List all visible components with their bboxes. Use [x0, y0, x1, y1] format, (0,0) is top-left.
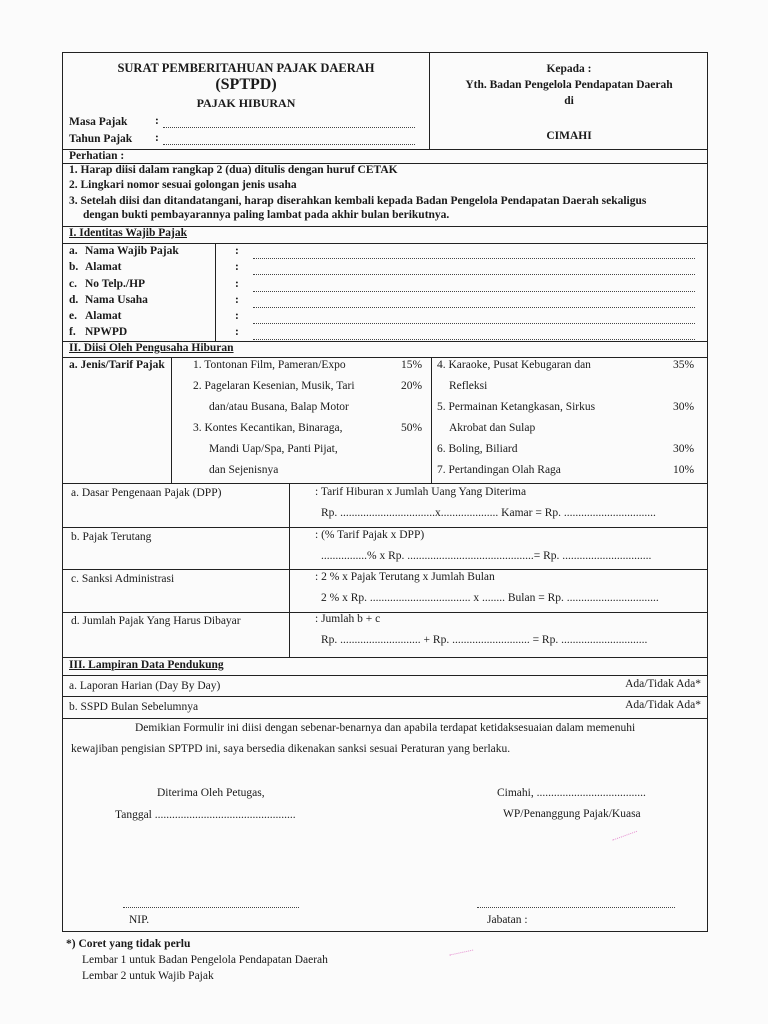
- tarif-line-cont: Akrobat dan Sulap: [449, 422, 536, 434]
- jumlah-field[interactable]: Rp. ............................ + Rp. ........................... = Rp. ..............................: [321, 634, 648, 646]
- nip-label: NIP.: [129, 914, 150, 926]
- petugas-signature-line[interactable]: [123, 907, 299, 908]
- cimahi-date-field[interactable]: Cimahi, ......................................: [497, 787, 646, 799]
- perhatian-item: 1. Harap diisi dalam rangkap 2 (dua) ditulis dengan huruf CETAK: [69, 164, 398, 176]
- identitas-heading: I. Identitas Wajib Pajak: [69, 227, 188, 239]
- footer-lembar2: Lembar 2 untuk Wajib Pajak: [82, 970, 214, 982]
- declaration-line1: Demikian Formulir ini diisi dengan sebenar-benarnya dan apabila terdapat ketidaksesuaian dalam memenuhi: [135, 722, 636, 734]
- jenis-tarif-label: a. Jenis/Tarif Pajak: [69, 359, 165, 371]
- wp-signature-line[interactable]: [477, 907, 675, 908]
- lampiran-sspd-label: b. SSPD Bulan Sebelumnya: [69, 701, 199, 713]
- perhatian-heading: Perhatian :: [69, 150, 125, 162]
- lampiran-laporan-status[interactable]: Ada/Tidak Ada*: [625, 678, 701, 690]
- nama-wajib-pajak-field[interactable]: [253, 258, 695, 259]
- masa-pajak-field[interactable]: [163, 127, 415, 128]
- di-label: di: [564, 95, 574, 107]
- tarif-line-cont: dan/atau Busana, Balap Motor: [209, 401, 349, 413]
- received-by-label: Diterima Oleh Petugas,: [157, 787, 265, 799]
- sanksi-field[interactable]: 2 % x Rp. ................................... x ........ Bulan = Rp. ................................: [321, 592, 659, 604]
- lampiran-sspd-status[interactable]: Ada/Tidak Ada*: [625, 699, 701, 711]
- perhatian-item: 2. Lingkari nomor sesuai golongan jenis usaha: [69, 179, 297, 191]
- lampiran-laporan-label: a. Laporan Harian (Day By Day): [69, 680, 221, 692]
- perhatian-item: dengan bukti pembayarannya paling lambat pada akhir bulan berikutnya.: [83, 209, 450, 221]
- npwpd-field[interactable]: [253, 339, 695, 340]
- nama-usaha-field[interactable]: [253, 307, 695, 308]
- scan-mark: [450, 950, 475, 962]
- tarif-line-cont: Refleksi: [449, 380, 488, 392]
- masa-pajak-label: Masa Pajak: [69, 116, 128, 128]
- telp-field[interactable]: [253, 291, 695, 292]
- jabatan-label: Jabatan :: [487, 914, 528, 926]
- kepada-label: Kepada :: [546, 63, 592, 75]
- tanggal-field[interactable]: Tanggal .................................................: [115, 809, 296, 821]
- declaration-line2: kewajiban pengisian SPTPD ini, saya bersedia dikenakan sanksi sesuai Peraturan yang berlaku.: [71, 743, 511, 755]
- scan-mark: [612, 831, 640, 848]
- tahun-pajak-label: Tahun Pajak: [69, 133, 133, 145]
- tarif-line-cont: Mandi Uap/Spa, Panti Pijat,: [209, 443, 338, 455]
- lampiran-heading: III. Lampiran Data Pendukung: [69, 659, 224, 671]
- form-title: SURAT PEMBERITAHUAN PAJAK DAERAH: [117, 61, 375, 75]
- footer-lembar1: Lembar 1 untuk Badan Pengelola Pendapatan Daerah: [82, 954, 328, 966]
- masa-colon: :: [155, 115, 159, 127]
- tahun-colon: :: [155, 132, 159, 144]
- recipient: Yth. Badan Pengelola Pendapatan Daerah: [465, 79, 673, 91]
- city-label: CIMAHI: [546, 130, 592, 142]
- form-subtitle: PAJAK HIBURAN: [196, 96, 296, 110]
- alamat-field[interactable]: [253, 274, 695, 275]
- wp-label: WP/Penanggung Pajak/Kuasa: [503, 808, 641, 820]
- sptpd-form: SURAT PEMBERITAHUAN PAJAK DAERAH (SPTPD) PAJAK HIBURAN Masa Pajak : Tahun Pajak : Kepada : Yth. Badan Pengelola Pendapatan Daerah di CIMAHI Perhatian : 1. Harap diisi dalam rangkap 2 (dua) ditulis dengan huruf CETAK 2. Lingkari nomor sesuai golongan jenis usaha 3. Setelah diisi dan ditandatangani, harap diserahkan kembali kepada Badan Pengelola Pendapatan Daerah sekaligus dengan bukti pembayarannya paling lambat pada akhir bulan berikutnya. I. Identitas Wajib Pajak a. Nama Wajib Pajak : b. Alamat : c. No Telp./HP : d. Nama Usaha : e. Alamat : f. NPWPD : II. Diisi Oleh Pengusaha Hiburan a. Jenis/Tarif Pajak 1. Tontonan Film, Pameran/Expo 15% 2. Pagelaran Kesenian, Musik, Tari 20% dan/atau Busana, Balap Motor 3. Kontes Kecantikan, Binaraga, 50% Mandi Uap/Spa, Panti Pijat, dan Sejenisnya 4. Karaoke, Pusat Kebugaran dan 35% Refleksi 5. Permainan Ketangkasan, Sirkus 30% Akrobat dan Sulap 6. Boling, Biliard 30% 7. Pertandingan Olah Raga 10% a. Dasar Pengenaan Pajak (DPP) : Tarif Hiburan x Jumlah Uang Yang Diterima Rp. .................................x.................... Kamar = Rp. ................................ b. Pajak Terutang : (% Tarif Pajak x DPP) ................% x Rp. ............................................= Rp. ............................... c. Sanksi Administrasi : 2 % x Pajak Terutang x Jumlah Bulan 2 % x Rp. ................................... x ........ Bulan = Rp. ................................ d. Jumlah Pajak Yang Harus Dibayar : Jumlah b + c Rp. ............................ + Rp. ........................... = Rp. .............................. III. Lampiran Data Pendukung a. Laporan Harian (Day By Day) Ada/Tidak Ada* b. SSPD Bulan Sebelumnya Ada/Tidak Ada* Demikian Formulir ini diisi dengan sebenar-benarnya dan apabila terdapat ketidaksesuaian dalam memenuhi kewajiban pengisian SPTPD ini, saya bersedia dikenakan sanksi sesuai Peraturan yang berlaku. Diterima Oleh Petugas, Tanggal ................................................. Cimahi, ...................................... WP/Penanggung Pajak/Kuasa NIP. Jabatan :: [62, 52, 708, 932]
- form-code: (SPTPD): [215, 76, 277, 93]
- tarif-line-cont: dan Sejenisnya: [209, 464, 279, 476]
- tahun-pajak-field[interactable]: [163, 144, 415, 145]
- footer-note: *) Coret yang tidak perlu: [66, 938, 191, 950]
- dpp-field[interactable]: Rp. .................................x.................... Kamar = Rp. ................................: [321, 507, 656, 519]
- perhatian-item: 3. Setelah diisi dan ditandatangani, harap diserahkan kembali kepada Badan Pengelola Pendapatan Daerah sekaligus: [69, 195, 647, 207]
- pajak-terutang-field[interactable]: ................% x Rp. ............................................= Rp. ...............................: [321, 550, 652, 562]
- pengusaha-heading: II. Diisi Oleh Pengusaha Hiburan: [69, 342, 234, 354]
- alamat-usaha-field[interactable]: [253, 323, 695, 324]
